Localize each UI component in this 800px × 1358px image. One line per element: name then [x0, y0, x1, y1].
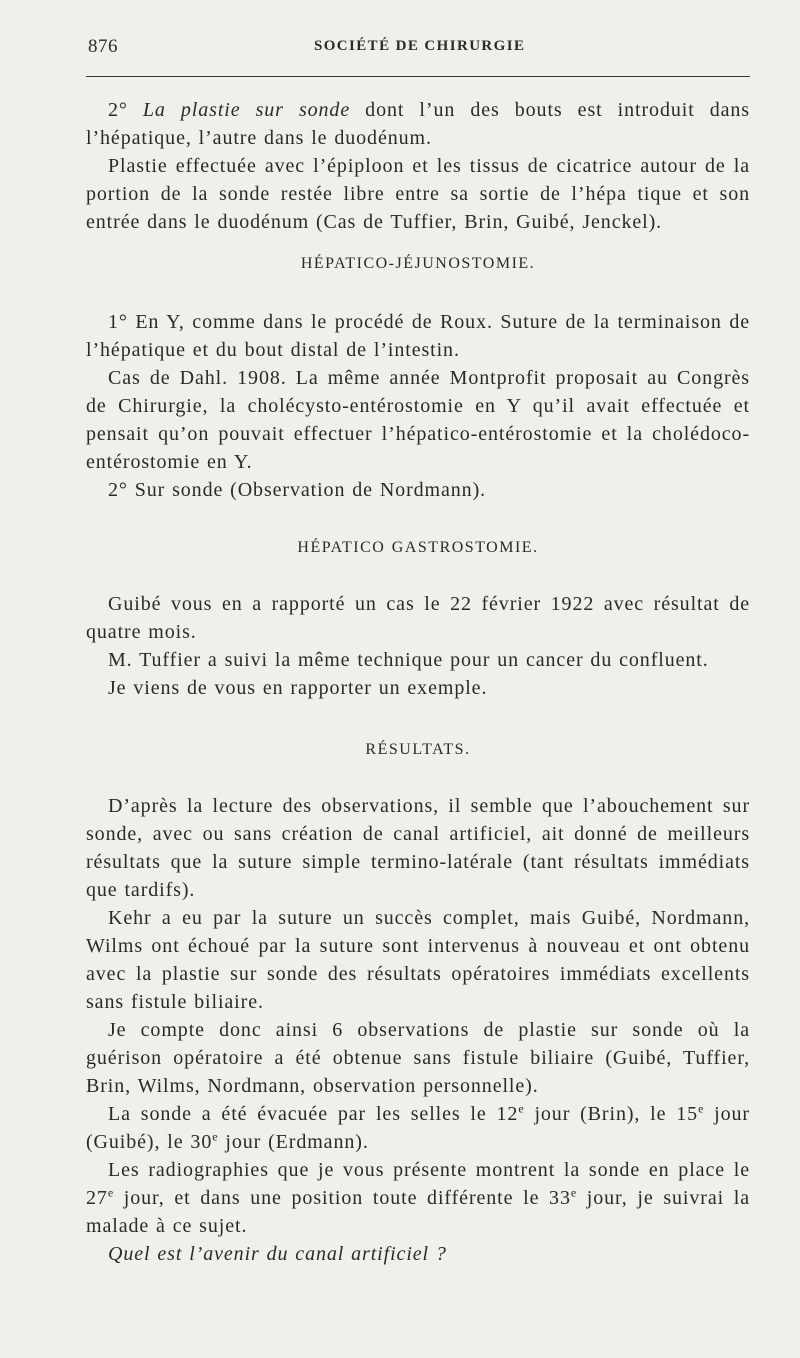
- section-heading: RÉSULTATS.: [365, 741, 471, 758]
- paragraph-question: Quel est l’avenir du canal artificiel ?: [108, 1243, 447, 1265]
- text-run: La sonde a été évacuée par les selles le 12: [108, 1103, 519, 1125]
- paragraph: Kehr a eu par la suture un succès complet, mais Guibé, Nordmann, Wilms ont échoué par la suture sont intervenus à nouveau et ont obtenu avec la plastie sur sonde des résultats opératoires immédiats excellents sans fistule biliaire.: [86, 907, 750, 1013]
- ordinal-suffix: e: [698, 1101, 705, 1116]
- page-number: 876: [88, 36, 118, 57]
- document-page: [86, 0, 750, 1358]
- paragraph: [86, 1156, 750, 1240]
- paragraph: [86, 96, 750, 152]
- section-heading: HÉPATICO GASTROSTOMIE.: [297, 539, 539, 556]
- ordinal-suffix: e: [518, 1101, 525, 1116]
- ordinal-suffix: e: [570, 1185, 578, 1200]
- paragraph: 1° En Y, comme dans le procédé de Roux. Suture de la terminaison de l’hépatique et du bout distal de l’intestin.: [86, 311, 750, 361]
- ordinal-suffix: e: [212, 1129, 219, 1144]
- paragraph: [86, 1100, 750, 1156]
- text-run: jour (Brin), le 15: [524, 1103, 699, 1125]
- section-heading: HÉPATICO-JÉJUNOSTOMIE.: [300, 255, 536, 272]
- paragraph: D’après la lecture des observations, il semble que l’abouchement sur sonde, avec ou sans création de canal artificiel, ait donné de meilleurs résultats que la suture simple termino-latérale (tant résultats immédiats que tardifs).: [86, 795, 750, 901]
- header-rule: [86, 76, 750, 77]
- paragraph: Plastie effectuée avec l’épiploon et les tissus de cicatrice autour de la portion de la sonde restée libre entre sa sortie de l’hépa tique et son entrée dans le duodénum (Cas de Tuffier, Brin, Guibé, Jenckel).: [86, 155, 750, 233]
- paragraph: 2° Sur sonde (Observation de Nordmann).: [108, 479, 487, 501]
- italic-phrase: La plastie sur sonde: [142, 99, 351, 121]
- text-run: jour (Erdmann).: [218, 1131, 369, 1153]
- text-run: jour (Guibé), le 30: [86, 1103, 750, 1153]
- text-run: Les radiographies que je vous présente montrent la sonde en place le 27: [86, 1159, 750, 1209]
- paragraph: Guibé vous en a rapporté un cas le 22 février 1922 avec résultat de quatre mois.: [86, 593, 750, 643]
- list-number: 2°: [108, 99, 128, 121]
- text-run: jour, je suivrai la malade à ce sujet.: [86, 1187, 750, 1237]
- ordinal-suffix: e: [107, 1185, 115, 1200]
- paragraph: Je compte donc ainsi 6 observations de plastie sur sonde où la guérison opératoire a été obtenue sans fistule biliaire (Guibé, Tuffier, Brin, Wilms, Nordmann, observation personnelle).: [86, 1019, 750, 1097]
- text-run: jour, et dans une position toute différente le 33: [114, 1187, 571, 1209]
- running-head: SOCIÉTÉ DE CHIRURGIE: [314, 38, 526, 54]
- paragraph-text: dont l’un des bouts est introduit dans l’hépatique, l’autre dans le duodénum.: [86, 99, 750, 149]
- paragraph: Cas de Dahl. 1908. La même année Montprofit proposait au Congrès de Chirurgie, la cholécysto-entérostomie en Y qu’il avait effectuée et pensait qu’on pouvait effectuer l’hépatico-entérostomie et la cholédoco-entérostomie en Y.: [86, 367, 750, 473]
- paragraph: Je viens de vous en rapporter un exemple.: [108, 677, 488, 699]
- body-text: [86, 96, 750, 1268]
- paragraph: M. Tuffier a suivi la même technique pour un cancer du confluent.: [108, 649, 709, 671]
- page-header: [86, 36, 750, 60]
